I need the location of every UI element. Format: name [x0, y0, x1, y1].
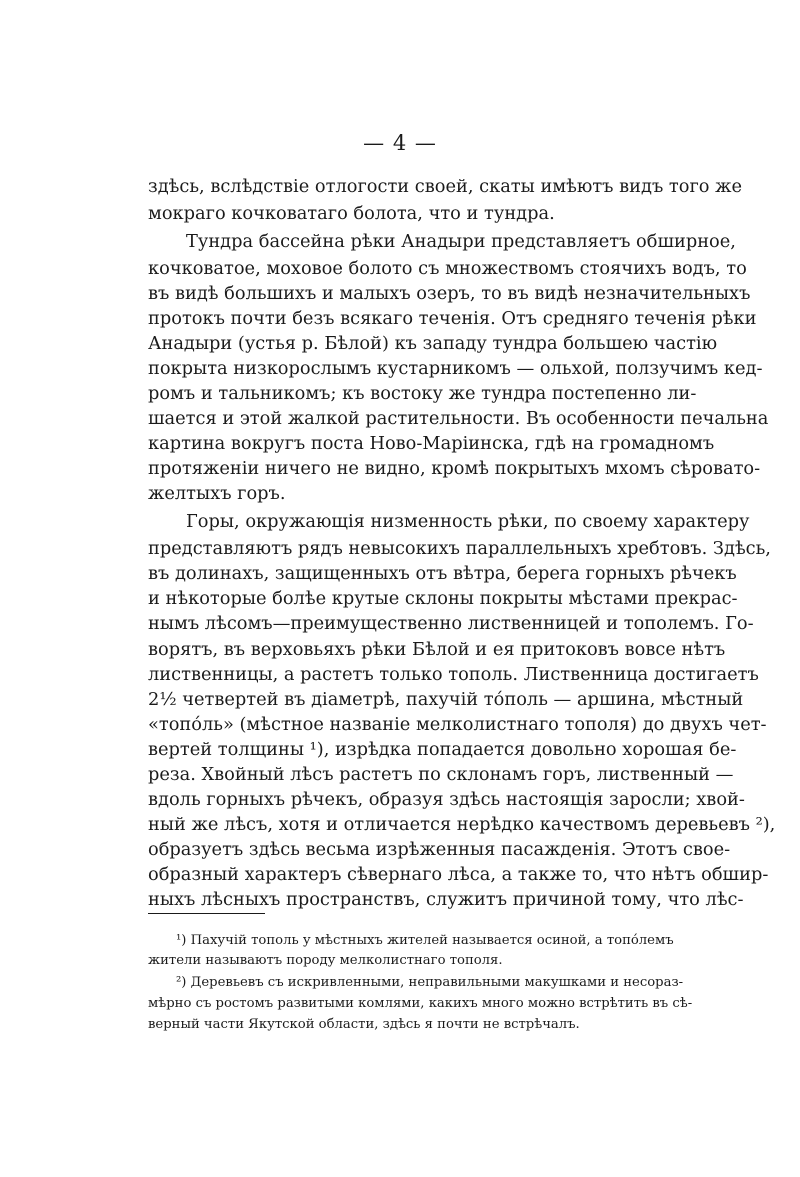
text-line: кочковатое, моховое болото съ множествомъ стоячихъ водъ, то	[148, 258, 747, 279]
text-line: протокъ почти безъ всякаго теченія. Отъ средняго теченія рѣки	[148, 308, 757, 329]
footnote-line: ¹) Пахучій тополь у мѣстныхъ жителей называется осиной, а топо́лемъ	[176, 933, 674, 948]
text-line: шается и этой жалкой растительности. Въ особенности печальна	[148, 408, 769, 429]
text-line: Анадыри (устья р. Бѣлой) къ западу тундра большею частію	[148, 333, 718, 354]
text-line: и нѣкоторые болѣе крутые склоны покрыты мѣстами прекрас-	[148, 588, 738, 609]
footnote-line: мѣрно съ ростомъ развитыми комлями, какихъ много можно встрѣтить въ сѣ-	[148, 996, 693, 1011]
text-line: вдоль горныхъ рѣчекъ, образуя здѣсь настоящія заросли; хвой-	[148, 789, 745, 810]
footnote-divider	[148, 913, 265, 914]
text-line: образный характеръ сѣвернаго лѣса, а также то, что нѣтъ обшир-	[148, 864, 769, 885]
text-line: ный же лѣсъ, хотя и отличается нерѣдко качествомъ деревьевъ ²),	[148, 814, 776, 835]
page-number: — 4 —	[363, 131, 437, 155]
footnote-line: верный части Якутской области, здѣсь я почти не встрѣчалъ.	[148, 1017, 580, 1032]
text-line: вертей толщины ¹), изрѣдка попадается довольно хорошая бе-	[148, 739, 737, 760]
footnote-line: ²) Деревьевъ съ искривленными, неправильными макушками и несораз-	[176, 975, 684, 990]
text-line: Тундра бассейна рѣки Анадыри представляетъ обширное,	[186, 231, 736, 252]
footnote-line: жители называютъ породу мелколистнаго тополя.	[148, 953, 503, 968]
text-line: протяженіи ничего не видно, кромѣ покрытыхъ мхомъ сѣровато-	[148, 458, 761, 479]
text-line: Горы, окружающія низменность рѣки, по своему характеру	[186, 511, 750, 532]
text-line: образуетъ здѣсь весьма изрѣженныя пасажденія. Этотъ свое-	[148, 839, 731, 860]
text-line: картина вокругъ поста Ново-Маріинска, гдѣ на громадномъ	[148, 433, 715, 454]
text-line: лиственницы, а растетъ только тополь. Лиственница достигаетъ	[148, 664, 759, 685]
text-line: желтыхъ горъ.	[148, 483, 286, 504]
text-line: ромъ и тальникомъ; къ востоку же тундра постепенно ли-	[148, 383, 697, 404]
text-line: мокраго кочковатаго болота, что и тундра.	[148, 203, 555, 224]
text-line: нымъ лѣсомъ—преимущественно лиственницей и тополемъ. Го-	[148, 613, 754, 634]
text-line: «топо́ль» (мѣстное названіе мелколистнаго тополя) до двухъ чет-	[148, 714, 767, 735]
text-line: въ долинахъ, защищенныхъ отъ вѣтра, берега горныхъ рѣчекъ	[148, 563, 737, 584]
text-line: представляютъ рядъ невысокихъ параллельныхъ хребтовъ. Здѣсь,	[148, 538, 771, 559]
text-line: ныхъ лѣсныхъ пространствъ, служитъ причиной тому, что лѣс-	[148, 889, 744, 910]
text-line: здѣсь, вслѣдствіе отлогости своей, скаты имѣютъ видъ того же	[148, 176, 743, 197]
text-line: покрыта низкорослымъ кустарникомъ — ольхой, ползучимъ кед-	[148, 358, 763, 379]
text-line: реза. Хвойный лѣсъ растетъ по склонамъ горъ, лиственный —	[148, 764, 734, 785]
text-line: ворятъ, въ верховьяхъ рѣки Бѣлой и ея притоковъ вовсе нѣтъ	[148, 639, 726, 660]
text-line: 2½ четвертей въ діаметрѣ, пахучій то́поль — аршина, мѣстный	[148, 689, 744, 710]
text-line: въ видѣ большихъ и малыхъ озеръ, то въ видѣ незначительныхъ	[148, 283, 751, 304]
